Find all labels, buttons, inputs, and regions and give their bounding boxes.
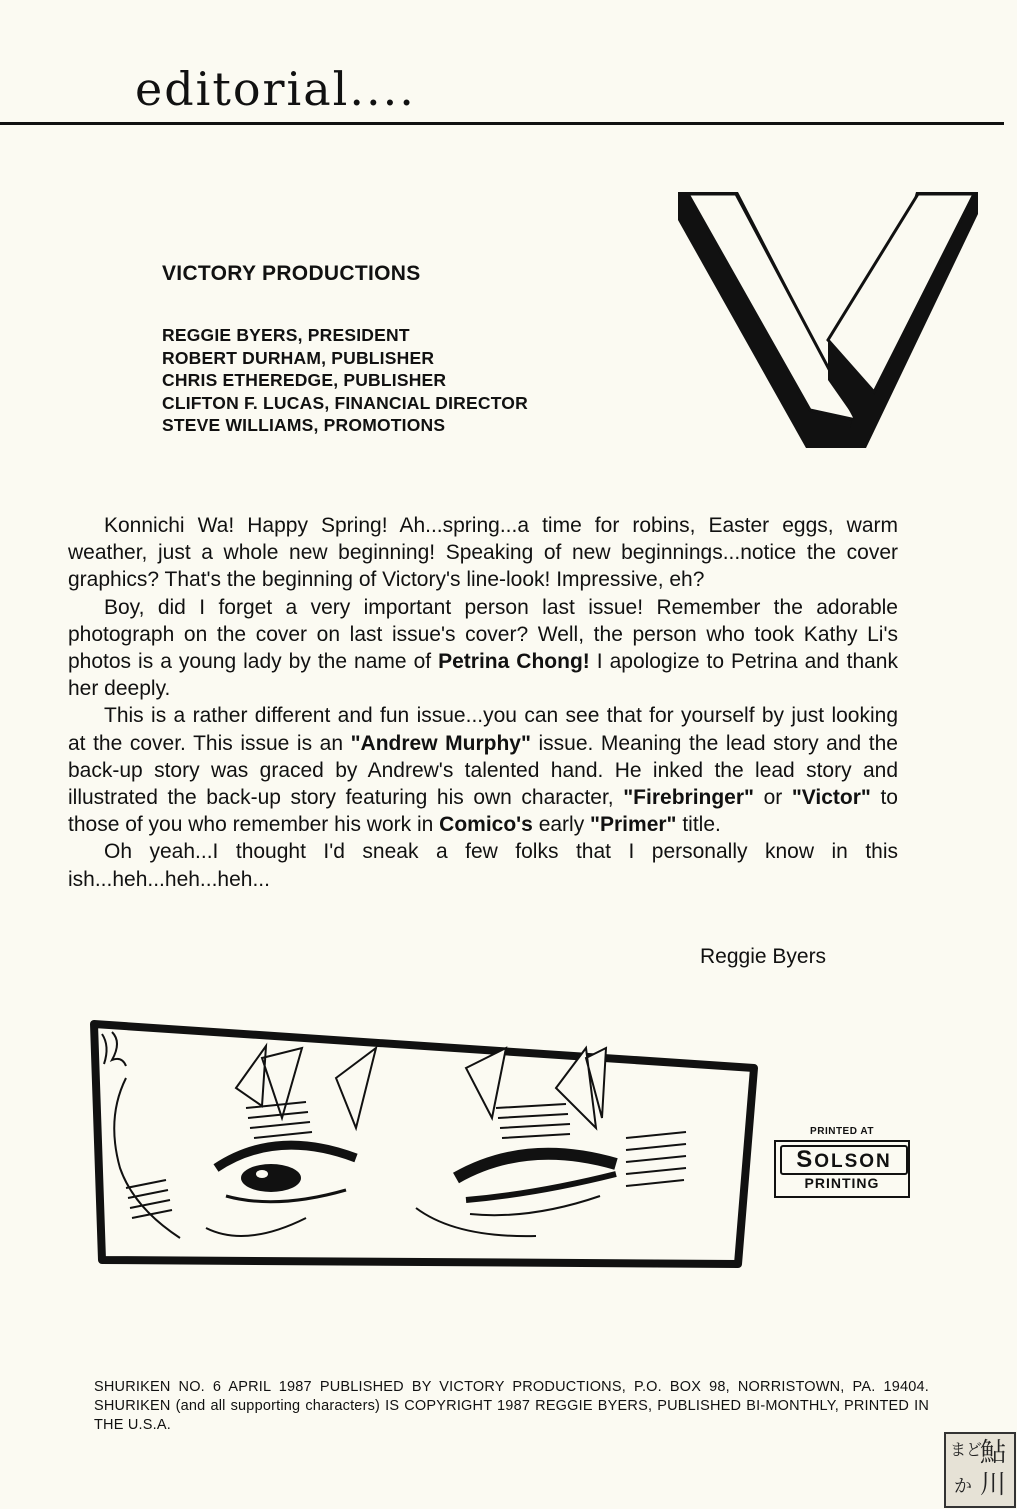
printer-box — [774, 1140, 910, 1198]
company-name: VICTORY PRODUCTIONS — [162, 262, 421, 285]
editorial-paragraph: Boy, did I forget a very important person last issue! Remember the adorable photograph on the cover on last issue's cover? Well, the person who took Kathy Li's photos is a young lady by the name of Petrina Chong! I apologize to Petrina and thank her deeply. — [68, 595, 898, 701]
staff-item: STEVE WILLIAMS, PROMOTIONS — [162, 415, 446, 436]
staff-item: CLIFTON F. LUCAS, FINANCIAL DIRECTOR — [162, 392, 528, 413]
scanner-seal: 鮎 川 まど か — [944, 1432, 1016, 1508]
printer-sub-label: PRINTING — [804, 1175, 880, 1191]
staff-item: CHRIS ETHEREDGE, PUBLISHER — [162, 370, 447, 391]
footer-text: SHURIKEN NO. 6 APRIL 1987 PUBLISHED BY VICTORY PRODUCTIONS, P.O. BOX 98, NORRISTOWN, PA. 19404. SHURIKEN (and all supporting characters) IS COPYRIGHT 1987 REGGIE BYERS, PUBLISHED BI-MONTHLY, PRINTED IN THE U.S.A. — [94, 1379, 929, 1433]
staff-item: REGGIE BYERS, PRESIDENT — [162, 325, 410, 345]
illustration-panel — [86, 1018, 761, 1273]
page-title: editorial.... — [135, 62, 416, 116]
staff-item: ROBERT DURHAM, PUBLISHER — [162, 347, 435, 368]
masthead — [162, 262, 642, 437]
printer-badge — [774, 1126, 910, 1198]
printer-top-label: PRINTED AT — [810, 1126, 874, 1137]
editorial-body — [68, 512, 898, 893]
printer-brand: SOLSON — [780, 1145, 908, 1175]
victory-v-logo — [678, 180, 978, 450]
editorial-paragraph: Konnichi Wa! Happy Spring! Ah...spring...a time for robins, Easter eggs, warm weather, just a whole new beginning! Speaking of new beginnings...notice the cover graphics? That's the beginning of Victory's line-look! Impressive, eh? — [68, 514, 898, 592]
editorial-paragraph: This is a rather different and fun issue...you can see that for yourself by just looking at the cover. This issue is an "Andrew Murphy" issue. Meaning the lead story and the back-up story was graced by Andrew's talented hand. He inked the lead story and illustrated the back-up story featuring his own character, "Firebringer" or "Victor" to those of you who remember his work in Comico's early "Primer" title. — [68, 704, 898, 837]
signature: Reggie Byers — [700, 945, 827, 968]
header-rule — [0, 122, 1004, 125]
staff-list — [162, 324, 642, 437]
publication-notice — [94, 1378, 929, 1435]
editorial-paragraph: Oh yeah...I thought I'd sneak a few folks that I personally know in this ish...heh...heh...heh... — [68, 840, 898, 891]
